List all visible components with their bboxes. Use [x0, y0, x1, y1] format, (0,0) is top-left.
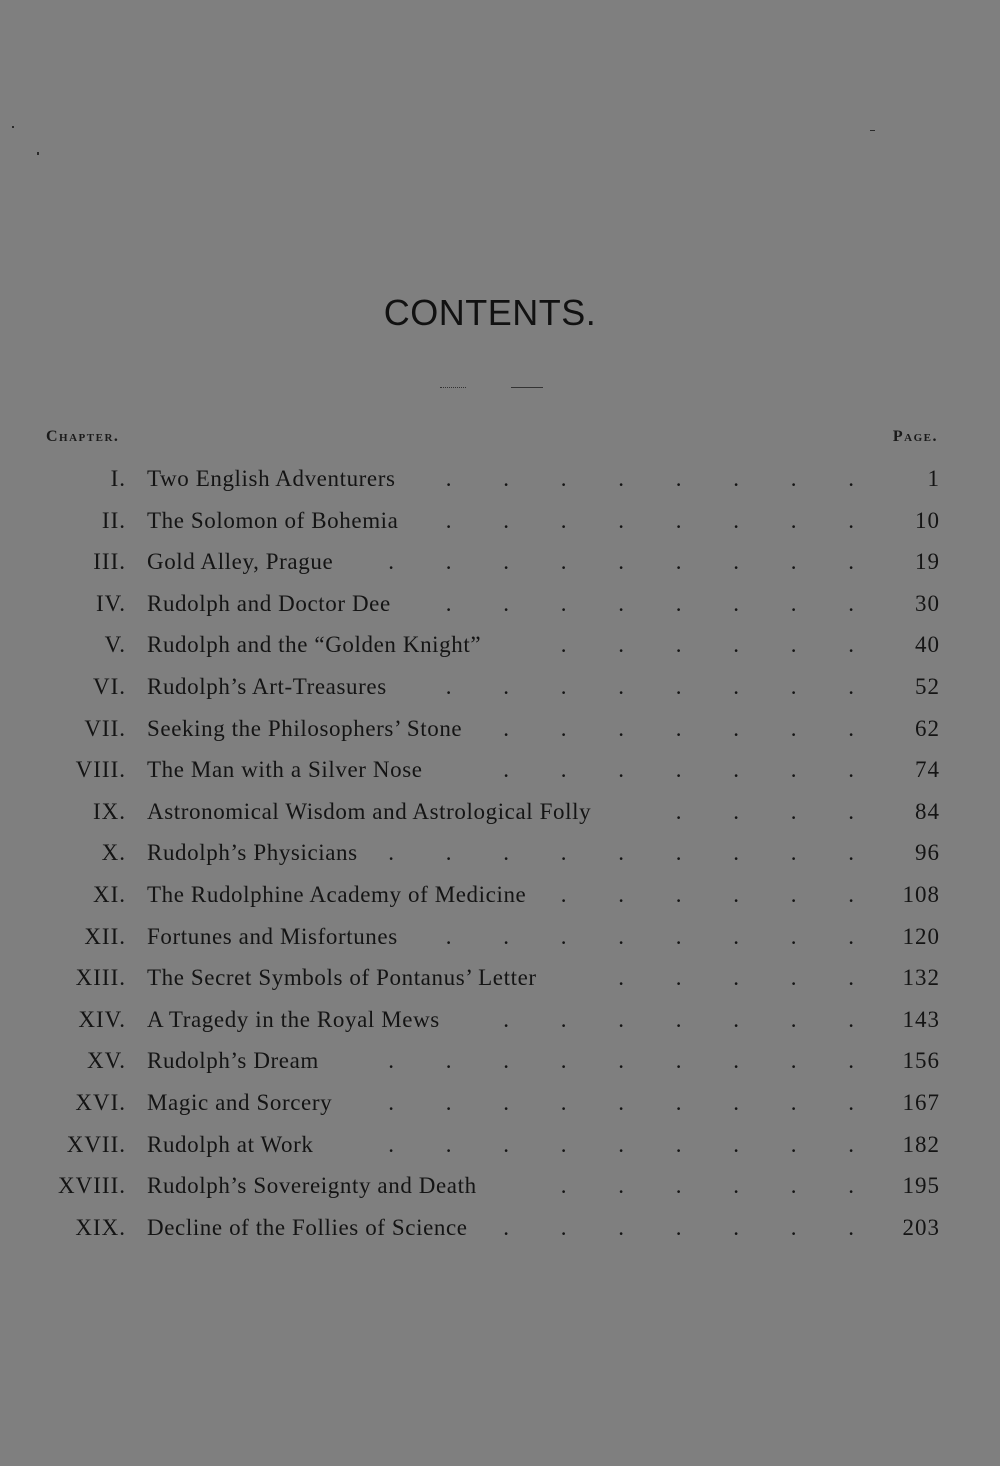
toc-entry	[0, 1040, 1000, 1082]
chapter-title: A Tragedy in the Royal Mews	[147, 1006, 440, 1032]
page-number: 120	[902, 923, 940, 949]
dot-leader: . . . . . .	[560, 632, 854, 658]
chapter-number: VI.	[92, 673, 126, 699]
page-number: 156	[902, 1048, 940, 1074]
chapter-number: XIX.	[75, 1214, 126, 1240]
chapter-title: Two English Adventurers	[147, 466, 396, 491]
dot-leader: . . . . . . . . .	[388, 549, 854, 575]
dot-leader: . . . . . . . . .	[388, 1048, 854, 1074]
dot-leader: . . . . . . . .	[445, 466, 854, 491]
page-number: 96	[915, 840, 940, 866]
page-number: 182	[902, 1131, 940, 1157]
toc-entry	[0, 749, 1000, 791]
chapter-number: VII.	[84, 715, 126, 741]
table-of-contents	[0, 458, 1000, 1248]
toc-entry	[0, 458, 1000, 500]
scan-speck	[12, 126, 14, 128]
toc-entry	[0, 916, 1000, 958]
dot-leader: . . . . . . .	[503, 1006, 854, 1032]
chapter-title: Decline of the Follies of Science	[147, 1214, 468, 1240]
chapter-title: Rudolph at Work	[147, 1131, 314, 1157]
chapter-column-header: Chapter.	[46, 428, 120, 445]
toc-entry	[0, 583, 1000, 625]
page-number: 10	[915, 507, 940, 533]
chapter-title: Rudolph’s Physicians	[147, 840, 358, 866]
scan-speck	[37, 152, 39, 155]
page-number: 84	[915, 798, 940, 824]
dot-leader: . . . . .	[618, 965, 854, 991]
toc-entry	[0, 832, 1000, 874]
chapter-title: Seeking the Philosophers’ Stone	[147, 715, 463, 741]
page-number: 143	[902, 1006, 940, 1032]
chapter-title: The Secret Symbols of Pontanus’ Letter	[147, 965, 537, 991]
dot-leader: . . . . . . .	[503, 715, 854, 741]
divider-right	[511, 387, 543, 388]
dot-leader: . . . . . . . .	[445, 507, 854, 533]
dot-leader: . . . . . . . .	[445, 673, 854, 699]
toc-entry	[0, 1207, 1000, 1249]
toc-entry	[0, 999, 1000, 1041]
divider-left	[440, 387, 466, 389]
chapter-number: V.	[104, 632, 126, 658]
chapter-number: XII.	[84, 923, 126, 949]
chapter-title: Rudolph’s Art-Treasures	[147, 673, 387, 699]
toc-entry	[0, 957, 1000, 999]
page-number: 1	[927, 466, 940, 491]
chapter-number: XI.	[92, 881, 126, 907]
toc-entry	[0, 708, 1000, 750]
chapter-number: III.	[93, 549, 126, 575]
page-number: 167	[902, 1089, 940, 1115]
dot-leader: . . . . . . .	[503, 1214, 854, 1240]
chapter-number: X.	[101, 840, 126, 866]
chapter-title: Rudolph and the “Golden Knight”	[147, 632, 482, 658]
chapter-title: Fortunes and Misfortunes	[147, 923, 398, 949]
chapter-title: Magic and Sorcery	[147, 1089, 333, 1115]
dot-leader: . . . . . . . . .	[388, 1131, 854, 1157]
page-number: 108	[902, 881, 940, 907]
dot-leader: . . . .	[675, 798, 854, 824]
chapter-title: The Rudolphine Academy of Medicine	[147, 881, 527, 907]
scan-speck	[870, 130, 875, 131]
chapter-number: XVI.	[75, 1089, 126, 1115]
chapter-number: XVIII.	[58, 1173, 126, 1199]
dot-leader: . . . . . . . . .	[388, 1089, 854, 1115]
page-title: CONTENTS.	[383, 292, 597, 333]
toc-entry	[0, 791, 1000, 833]
page-number: 52	[915, 673, 940, 699]
chapter-title: Rudolph and Doctor Dee	[147, 590, 391, 616]
chapter-number: XV.	[86, 1048, 126, 1074]
chapter-number: IX.	[92, 798, 126, 824]
chapter-title: Rudolph’s Sovereignty and Death	[147, 1173, 477, 1199]
dot-leader: . . . . . . . .	[445, 590, 854, 616]
dot-leader: . . . . . . .	[503, 757, 854, 783]
chapter-number: II.	[101, 507, 126, 533]
chapter-number: XIV.	[78, 1006, 126, 1032]
page-number: 40	[915, 632, 940, 658]
page-column-header: Page.	[892, 428, 938, 445]
dot-leader: . . . . . .	[560, 881, 854, 907]
page-number: 74	[915, 757, 940, 783]
chapter-title: The Solomon of Bohemia	[147, 507, 399, 533]
page-number: 195	[902, 1173, 940, 1199]
chapter-title: Astronomical Wisdom and Astrological Folly	[147, 798, 592, 824]
page-number: 62	[915, 715, 940, 741]
chapter-title: Gold Alley, Prague	[147, 549, 334, 575]
chapter-number: I.	[110, 466, 126, 491]
chapter-number: XIII.	[75, 965, 126, 991]
dot-leader: . . . . . . . . .	[388, 840, 854, 866]
toc-entry	[0, 874, 1000, 916]
page-number: 30	[915, 590, 940, 616]
toc-entry	[0, 500, 1000, 542]
chapter-number: IV.	[95, 590, 126, 616]
dot-leader: . . . . . .	[560, 1173, 854, 1199]
toc-entry	[0, 1165, 1000, 1207]
page-number: 19	[915, 549, 940, 575]
chapter-number: VIII.	[75, 757, 126, 783]
chapter-number: XVII.	[66, 1131, 126, 1157]
page-number: 203	[902, 1214, 940, 1240]
chapter-title: The Man with a Silver Nose	[147, 757, 423, 783]
toc-entry	[0, 1124, 1000, 1166]
toc-entry	[0, 666, 1000, 708]
toc-entry	[0, 1082, 1000, 1124]
page-number: 132	[902, 965, 940, 991]
toc-entry	[0, 541, 1000, 583]
dot-leader: . . . . . . . .	[445, 923, 854, 949]
toc-entry	[0, 624, 1000, 666]
chapter-title: Rudolph’s Dream	[147, 1048, 319, 1074]
